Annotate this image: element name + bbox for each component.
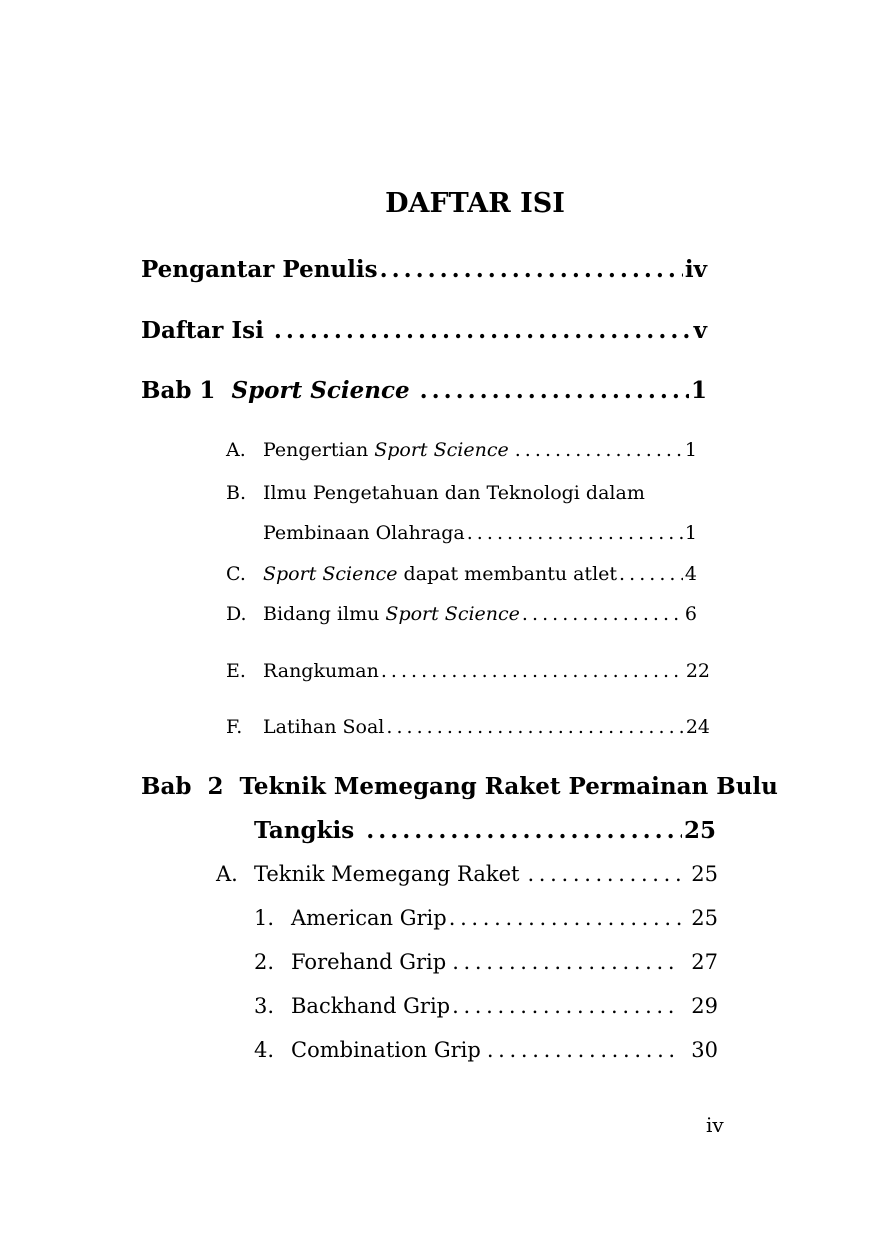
toc-letter: A. [226, 439, 246, 461]
toc-entry-bab1-d[interactable] [263, 603, 697, 625]
dot-leader [619, 563, 683, 585]
dot-leader [274, 317, 692, 344]
dot-leader [452, 994, 681, 1018]
toc-number: 1. [254, 906, 275, 930]
toc-letter: A. [216, 862, 238, 886]
toc-entry-bab1-f[interactable] [263, 716, 710, 738]
dot-leader [515, 439, 683, 461]
label-italic: Sport Science [385, 603, 520, 625]
toc-entry-label: Pengantar Penulis [141, 256, 378, 283]
toc-entry-page: 30 [691, 1038, 718, 1062]
toc-entry-american-grip[interactable] [291, 906, 718, 930]
toc-entry-page: 25 [691, 862, 718, 886]
toc-number: 4. [254, 1038, 275, 1062]
toc-entry-label [263, 439, 509, 461]
toc-entry-combination-grip[interactable] [291, 1038, 718, 1062]
toc-entry-label: Rangkuman [263, 660, 379, 682]
label-italic: Sport Science [374, 439, 509, 461]
toc-entry-forehand-grip[interactable] [291, 950, 718, 974]
label-italic: Sport Science [263, 563, 398, 585]
toc-entry-label: Daftar Isi [141, 317, 264, 344]
toc-entry-bab2-a[interactable] [254, 862, 718, 886]
toc-entry-page: v [693, 317, 707, 344]
chapter-number: Bab 1 [141, 377, 216, 404]
toc-entry-page: 1 [684, 522, 697, 544]
toc-entry-label: Teknik Memegang Raket [254, 862, 520, 886]
label-text: dapat membantu atlet [403, 563, 618, 585]
toc-entry-page: 1 [684, 439, 697, 461]
dot-leader [487, 1038, 681, 1062]
toc-letter: B. [226, 482, 247, 504]
toc-entry-page: 6 [684, 603, 697, 625]
dot-leader [380, 256, 683, 283]
toc-entry-bab1-b[interactable] [263, 522, 697, 544]
label-text: Bidang ilmu [263, 603, 380, 625]
dot-leader [386, 716, 683, 738]
dot-leader [381, 660, 684, 682]
dot-leader [366, 817, 682, 844]
toc-entry-page: 24 [685, 716, 710, 738]
toc-entry-bab1-c[interactable] [263, 563, 697, 585]
toc-entry-bab1-a[interactable] [263, 439, 697, 461]
dot-leader [449, 906, 682, 930]
toc-entry-pengantar[interactable] [141, 256, 707, 283]
label-text: Pengertian [263, 439, 369, 461]
toc-entry-label: Latihan Soal [263, 716, 385, 738]
toc-entry-backhand-grip[interactable] [291, 994, 718, 1018]
toc-number: 3. [254, 994, 275, 1018]
toc-entry-page: iv [684, 256, 707, 283]
toc-entry-label [263, 563, 617, 585]
toc-entry-label: Combination Grip [291, 1038, 481, 1062]
toc-letter: D. [226, 603, 247, 625]
toc-letter: C. [226, 563, 246, 585]
toc-entry-page: 25 [683, 817, 716, 844]
toc-letter: F. [226, 716, 243, 738]
chapter-title: Sport Science [231, 377, 410, 404]
toc-entry-bab2-line1[interactable]: Bab 2 Teknik Memegang Raket Permainan Bulu [141, 773, 778, 800]
dot-leader [452, 950, 681, 974]
toc-entry-page: 27 [691, 950, 718, 974]
toc-entry-label: Pembinaan Olahraga [263, 522, 465, 544]
toc-entry-bab1-e[interactable] [263, 660, 710, 682]
toc-entry-label-line1: Ilmu Pengetahuan dan Teknologi dalam [263, 482, 645, 504]
toc-letter: E. [226, 660, 246, 682]
toc-entry-page: 25 [691, 906, 718, 930]
dot-leader [522, 603, 683, 625]
dot-leader [527, 862, 681, 886]
toc-entry-page: 29 [691, 994, 718, 1018]
toc-entry-label: American Grip [291, 906, 447, 930]
toc-entry-page: 1 [690, 377, 707, 404]
toc-entry-page: 4 [684, 563, 697, 585]
toc-entry-daftar-isi[interactable] [141, 317, 707, 344]
dot-leader [420, 377, 689, 404]
toc-entry-bab2[interactable] [254, 817, 716, 844]
toc-entry-bab1[interactable] [141, 377, 707, 404]
toc-entry-label: Forehand Grip [291, 950, 447, 974]
toc-entry-label [263, 603, 520, 625]
toc-entry-page: 22 [685, 660, 710, 682]
page-title: DAFTAR ISI [385, 188, 565, 219]
toc-entry-label [141, 377, 410, 404]
toc-entry-label: Tangkis [254, 817, 355, 844]
toc-number: 2. [254, 950, 275, 974]
toc-entry-label: Backhand Grip [291, 994, 451, 1018]
page-number: iv [706, 1113, 724, 1137]
dot-leader [467, 522, 683, 544]
